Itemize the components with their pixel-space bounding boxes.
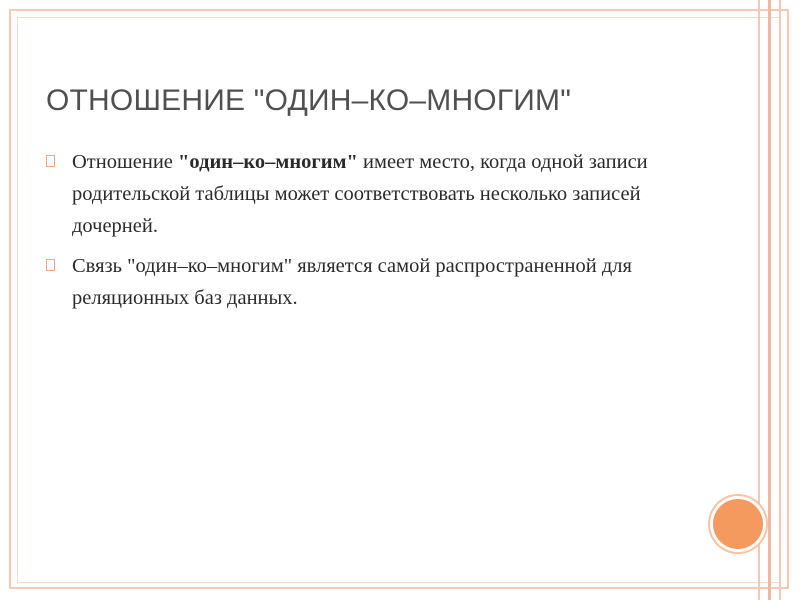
slide-content [46,146,706,322]
paragraph-text: Связь "один–ко–многим" является самой распространенной для реляционных баз данных. [72,255,632,309]
bullet-paragraph [46,146,706,242]
paragraph-bold-term: "один–ко–многим" [178,151,358,173]
slide-title: ОТНОШЕНИЕ "ОДИН–КО–МНОГИМ" [46,84,572,117]
paragraph-text: имеет место, когда одной записи родительской таблицы может соответствовать несколько записей дочерней. [72,151,648,237]
decorative-line [768,0,771,600]
decorative-line [779,0,781,600]
decorative-circle-icon [713,499,763,549]
paragraph-text: Отношение [72,151,179,173]
bullet-square-icon [46,259,55,271]
bullet-square-icon [46,155,55,167]
bullet-paragraph [46,250,706,314]
